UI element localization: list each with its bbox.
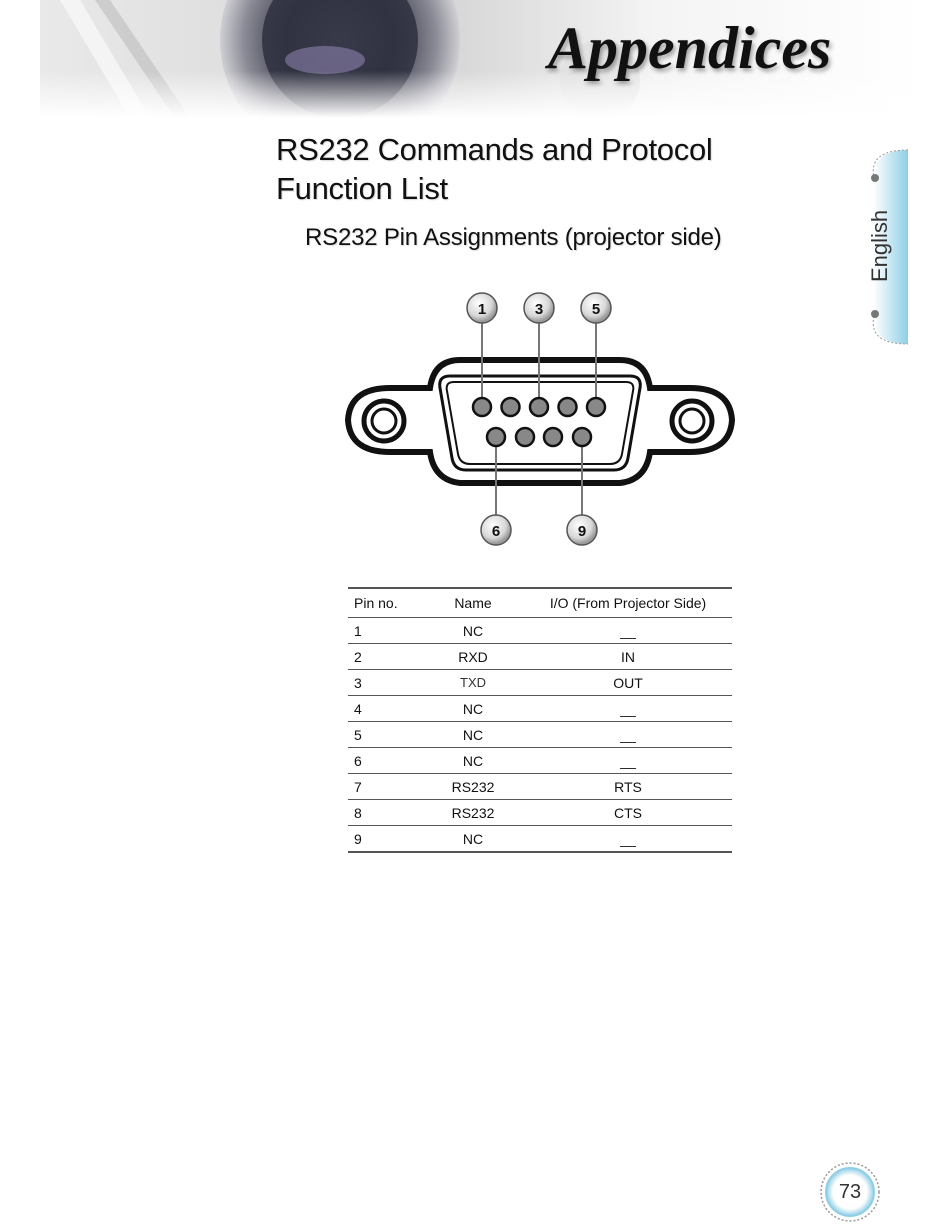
- cell-pin: 2: [348, 644, 422, 670]
- pin-5-socket: [587, 398, 605, 416]
- cell-name: NC: [422, 722, 524, 748]
- pin-assignment-table: [348, 587, 732, 853]
- table-row: [348, 644, 732, 670]
- cell-pin: 1: [348, 618, 422, 644]
- cell-io: __: [524, 748, 732, 774]
- cell-pin: 5: [348, 722, 422, 748]
- cell-io: __: [524, 722, 732, 748]
- cell-pin: 6: [348, 748, 422, 774]
- cell-io: __: [524, 618, 732, 644]
- db9-connector-diagram: [330, 280, 750, 560]
- callout-pin-9: [567, 515, 597, 545]
- callout-pin-6-label: 6: [491, 523, 501, 540]
- table-row: [348, 722, 732, 748]
- cell-io: OUT: [524, 670, 732, 696]
- cell-io: CTS: [524, 800, 732, 826]
- cell-pin: 8: [348, 800, 422, 826]
- page-number-badge: [818, 1160, 882, 1224]
- table-row: [348, 748, 732, 774]
- table-header-row: [348, 588, 732, 618]
- table-row: [348, 774, 732, 800]
- header-pin-no: Pin no.: [348, 588, 422, 618]
- pin-6-socket: [487, 428, 505, 446]
- cell-pin: 3: [348, 670, 422, 696]
- cell-name: TXD: [422, 670, 524, 696]
- section-title-line2: Function List: [276, 171, 448, 206]
- pin-2-socket: [502, 398, 520, 416]
- pin-1-socket: [473, 398, 491, 416]
- language-label: English: [867, 209, 892, 282]
- appendices-title: Appendices: [548, 15, 832, 81]
- pin-3-socket: [530, 398, 548, 416]
- callout-pin-9-label: 9: [577, 523, 587, 540]
- pin-9-socket: [573, 428, 591, 446]
- cell-name: RXD: [422, 644, 524, 670]
- table-row: [348, 696, 732, 722]
- cell-name: NC: [422, 826, 524, 853]
- pin-8-socket: [544, 428, 562, 446]
- header-io: I/O (From Projector Side): [524, 588, 732, 618]
- cell-name: RS232: [422, 774, 524, 800]
- table-row: [348, 618, 732, 644]
- cell-pin: 9: [348, 826, 422, 853]
- section-title: [276, 130, 816, 208]
- cell-io: IN: [524, 644, 732, 670]
- page-number: 73: [838, 1181, 862, 1203]
- cell-name: RS232: [422, 800, 524, 826]
- table-row: [348, 826, 732, 853]
- table-row: [348, 800, 732, 826]
- cell-name: NC: [422, 618, 524, 644]
- callout-pin-1: [467, 293, 497, 323]
- callout-pin-5: [581, 293, 611, 323]
- cell-io: __: [524, 826, 732, 853]
- callout-pin-3: [524, 293, 554, 323]
- cell-name: NC: [422, 696, 524, 722]
- cell-io: __: [524, 696, 732, 722]
- callout-pin-5-label: 5: [591, 301, 601, 318]
- cell-io: RTS: [524, 774, 732, 800]
- cell-pin: 7: [348, 774, 422, 800]
- pin-assignments-subtitle: RS232 Pin Assignments (projector side): [305, 224, 722, 251]
- section-title-line1: RS232 Commands and Protocol: [276, 132, 713, 167]
- cell-pin: 4: [348, 696, 422, 722]
- pin-7-socket: [516, 428, 534, 446]
- pin-4-socket: [559, 398, 577, 416]
- table-row: [348, 670, 732, 696]
- callout-pin-1-label: 1: [477, 301, 487, 318]
- header-name: Name: [422, 588, 524, 618]
- cell-name: NC: [422, 748, 524, 774]
- callout-pin-6: [481, 515, 511, 545]
- callout-pin-3-label: 3: [534, 301, 544, 318]
